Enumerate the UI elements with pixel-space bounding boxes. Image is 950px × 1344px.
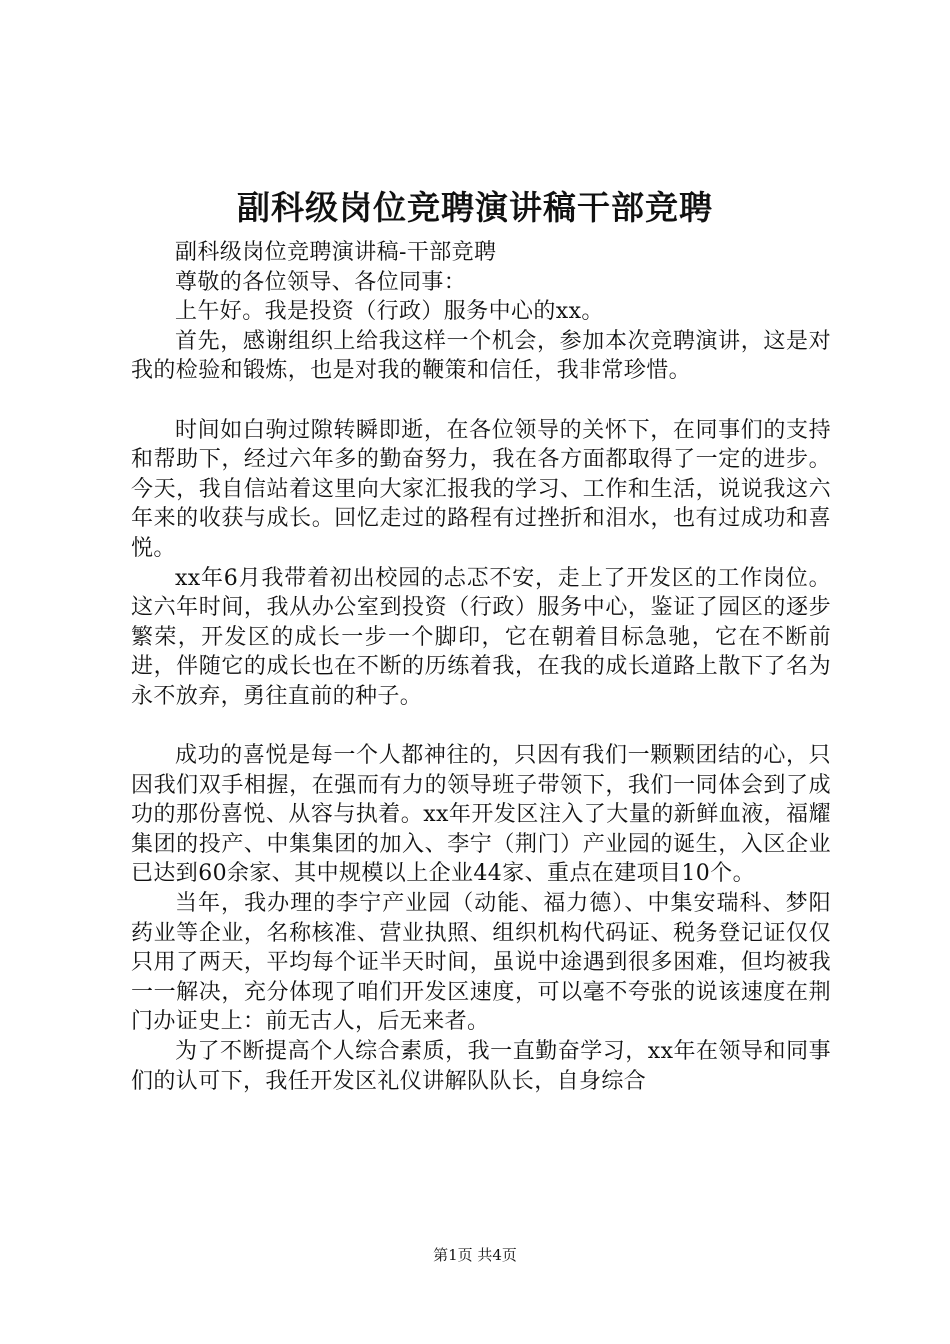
paragraph: 当年，我办理的李宁产业园（动能、福力德）、中集安瑞科、梦阳药业等企业，名称核准、营业执照、组织机构代码证、税务登记证仅仅只用了两天，平均每个证半天时间，虽说中途遇到很多困难，但均被我一一解决，充分体现了咱们开发区速度，可以毫不夸张的说该速度在荆门办证史上：前无古人，后无来者。 xyxy=(131,891,831,1035)
paragraph: 首先，感谢组织上给我这样一个机会，参加本次竞聘演讲，这是对我的检验和锻炼，也是对我的鞭策和信任，我非常珍惜。 xyxy=(131,328,831,384)
paragraph: 时间如白驹过隙转瞬即逝，在各位领导的关怀下，在同事们的支持和帮助下，经过六年多的勤奋努力，我在各方面都取得了一定的进步。今天，我自信站着这里向大家汇报我的学习、工作和生活，说说我这六年来的收获与成长。回忆走过的路程有过挫折和泪水，也有过成功和喜悦。 xyxy=(131,417,831,561)
paragraph: 为了不断提高个人综合素质，我一直勤奋学习，xx年在领导和同事们的认可下，我任开发区礼仪讲解队队长，自身综合 xyxy=(131,1039,831,1094)
paragraph: 副科级岗位竞聘演讲稿-干部竞聘 xyxy=(175,240,497,265)
paragraph: 上午好。我是投资（行政）服务中心的xx。 xyxy=(175,299,604,325)
paragraph: 尊敬的各位领导、各位同事： xyxy=(175,269,467,295)
paragraph: 成功的喜悦是每一个人都神往的，只因有我们一颗颗团结的心，只因我们双手相握，在强而有力的领导班子带领下，我们一同体会到了成功的那份喜悦、从容与执着。xx年开发区注入了大量的新鲜血液，福耀集团的投产、中集集团的加入、李宁（荆门）产业园的诞生，入区企业已达到60余家、其中规模以上企业44家、重点在建项目10个。 xyxy=(131,743,831,887)
document-title: 副科级岗位竞聘演讲稿干部竞聘 xyxy=(237,188,713,227)
page-footer: 第1页 共4页 xyxy=(433,1246,517,1264)
paragraph: xx年6月我带着初出校园的忐忑不安，走上了开发区的工作岗位。这六年时间，我从办公室到投资（行政）服务中心，鉴证了园区的逐步繁荣，开发区的成长一步一个脚印，它在朝着目标急驰，它在不断前进，伴随它的成长也在不断的历练着我，在我的成长道路上散下了名为永不放弃，勇往直前的种子。 xyxy=(131,565,831,709)
document-body xyxy=(131,238,831,1096)
